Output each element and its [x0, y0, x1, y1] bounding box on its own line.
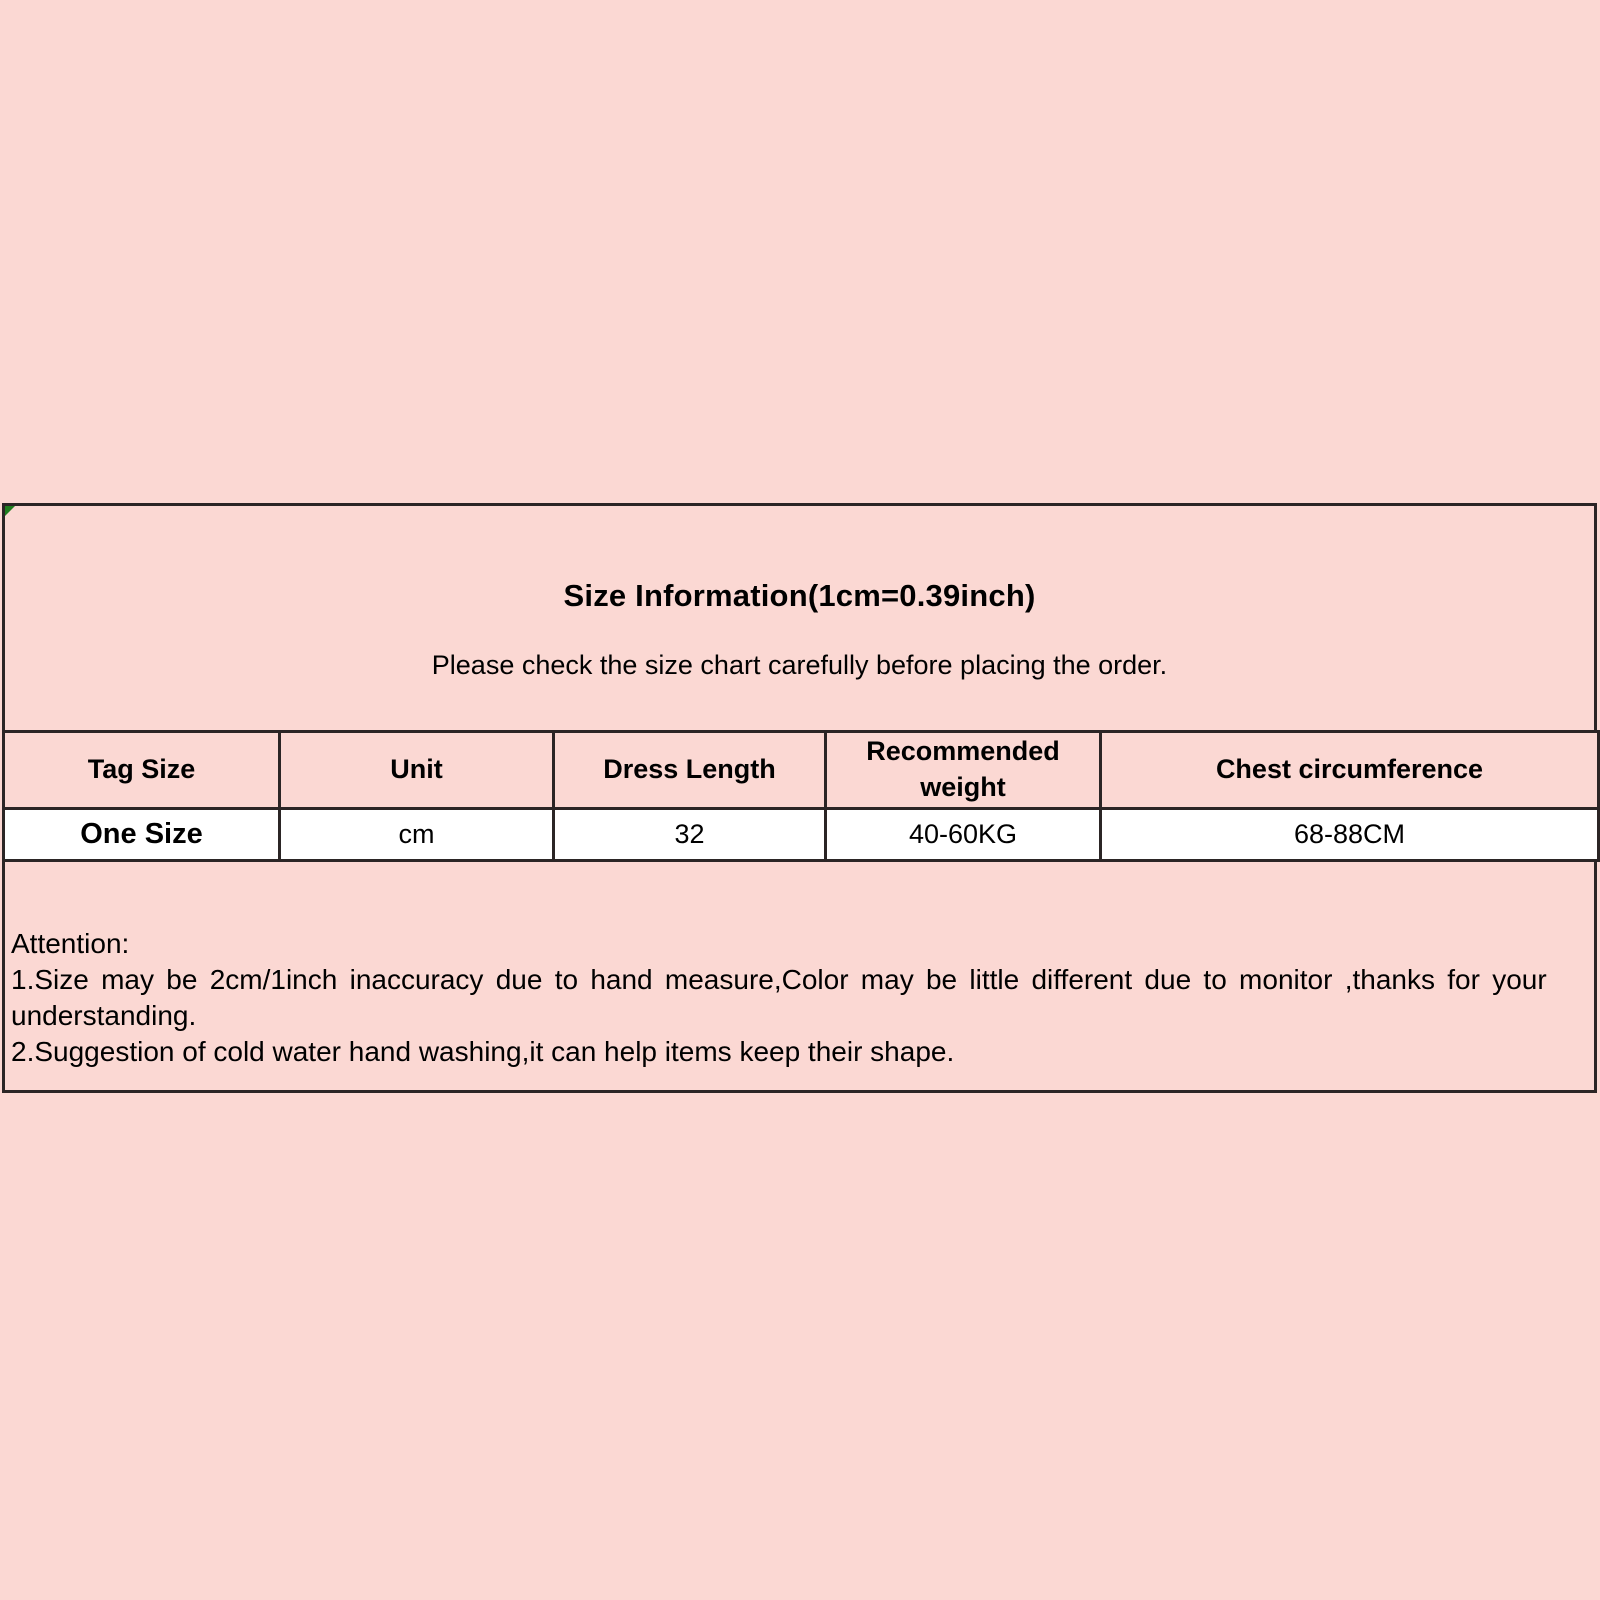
cell-tag-size: One Size: [4, 809, 280, 861]
size-info-title: Size Information(1cm=0.39inch): [563, 578, 1036, 613]
header-recommended-weight-label: Recommended weight: [866, 736, 1060, 802]
size-info-panel: [2, 503, 1597, 1093]
attention-heading: Attention:: [11, 928, 130, 959]
cell-dress-length: 32: [554, 809, 826, 861]
attention-block: [5, 926, 1594, 1070]
size-check-note: Please check the size chart carefully before placing the order.: [431, 650, 1168, 680]
header-unit: [280, 732, 554, 809]
size-table-row-one-size: [4, 809, 1599, 861]
header-chest-circumference-label: Chest circumference: [1215, 754, 1484, 785]
header-chest-circumference: [1101, 732, 1599, 809]
green-corner-icon: [5, 506, 15, 516]
header-unit-label: Unit: [390, 754, 443, 785]
cell-unit: cm: [280, 809, 554, 861]
header-tag-size-label: Tag Size: [87, 754, 196, 785]
size-table-header-row: [4, 732, 1599, 809]
attention-line-3: 2.Suggestion of cold water hand washing,it can help items keep their shape.: [11, 1036, 955, 1067]
header-recommended-weight: [826, 732, 1101, 809]
cell-chest-circumference: 68-88CM: [1101, 809, 1599, 861]
size-table: [2, 730, 1600, 862]
header-dress-length-label: Dress Length: [603, 754, 776, 785]
attention-line-1: 1.Size may be 2cm/1inch inaccuracy due to hand measure,Color may be little different due to monitor ,thanks for your: [11, 964, 1547, 995]
cell-recommended-weight: 40-60KG: [826, 809, 1101, 861]
header-tag-size: [4, 732, 280, 809]
header-dress-length: [554, 732, 826, 809]
attention-line-2: understanding.: [11, 1000, 197, 1031]
